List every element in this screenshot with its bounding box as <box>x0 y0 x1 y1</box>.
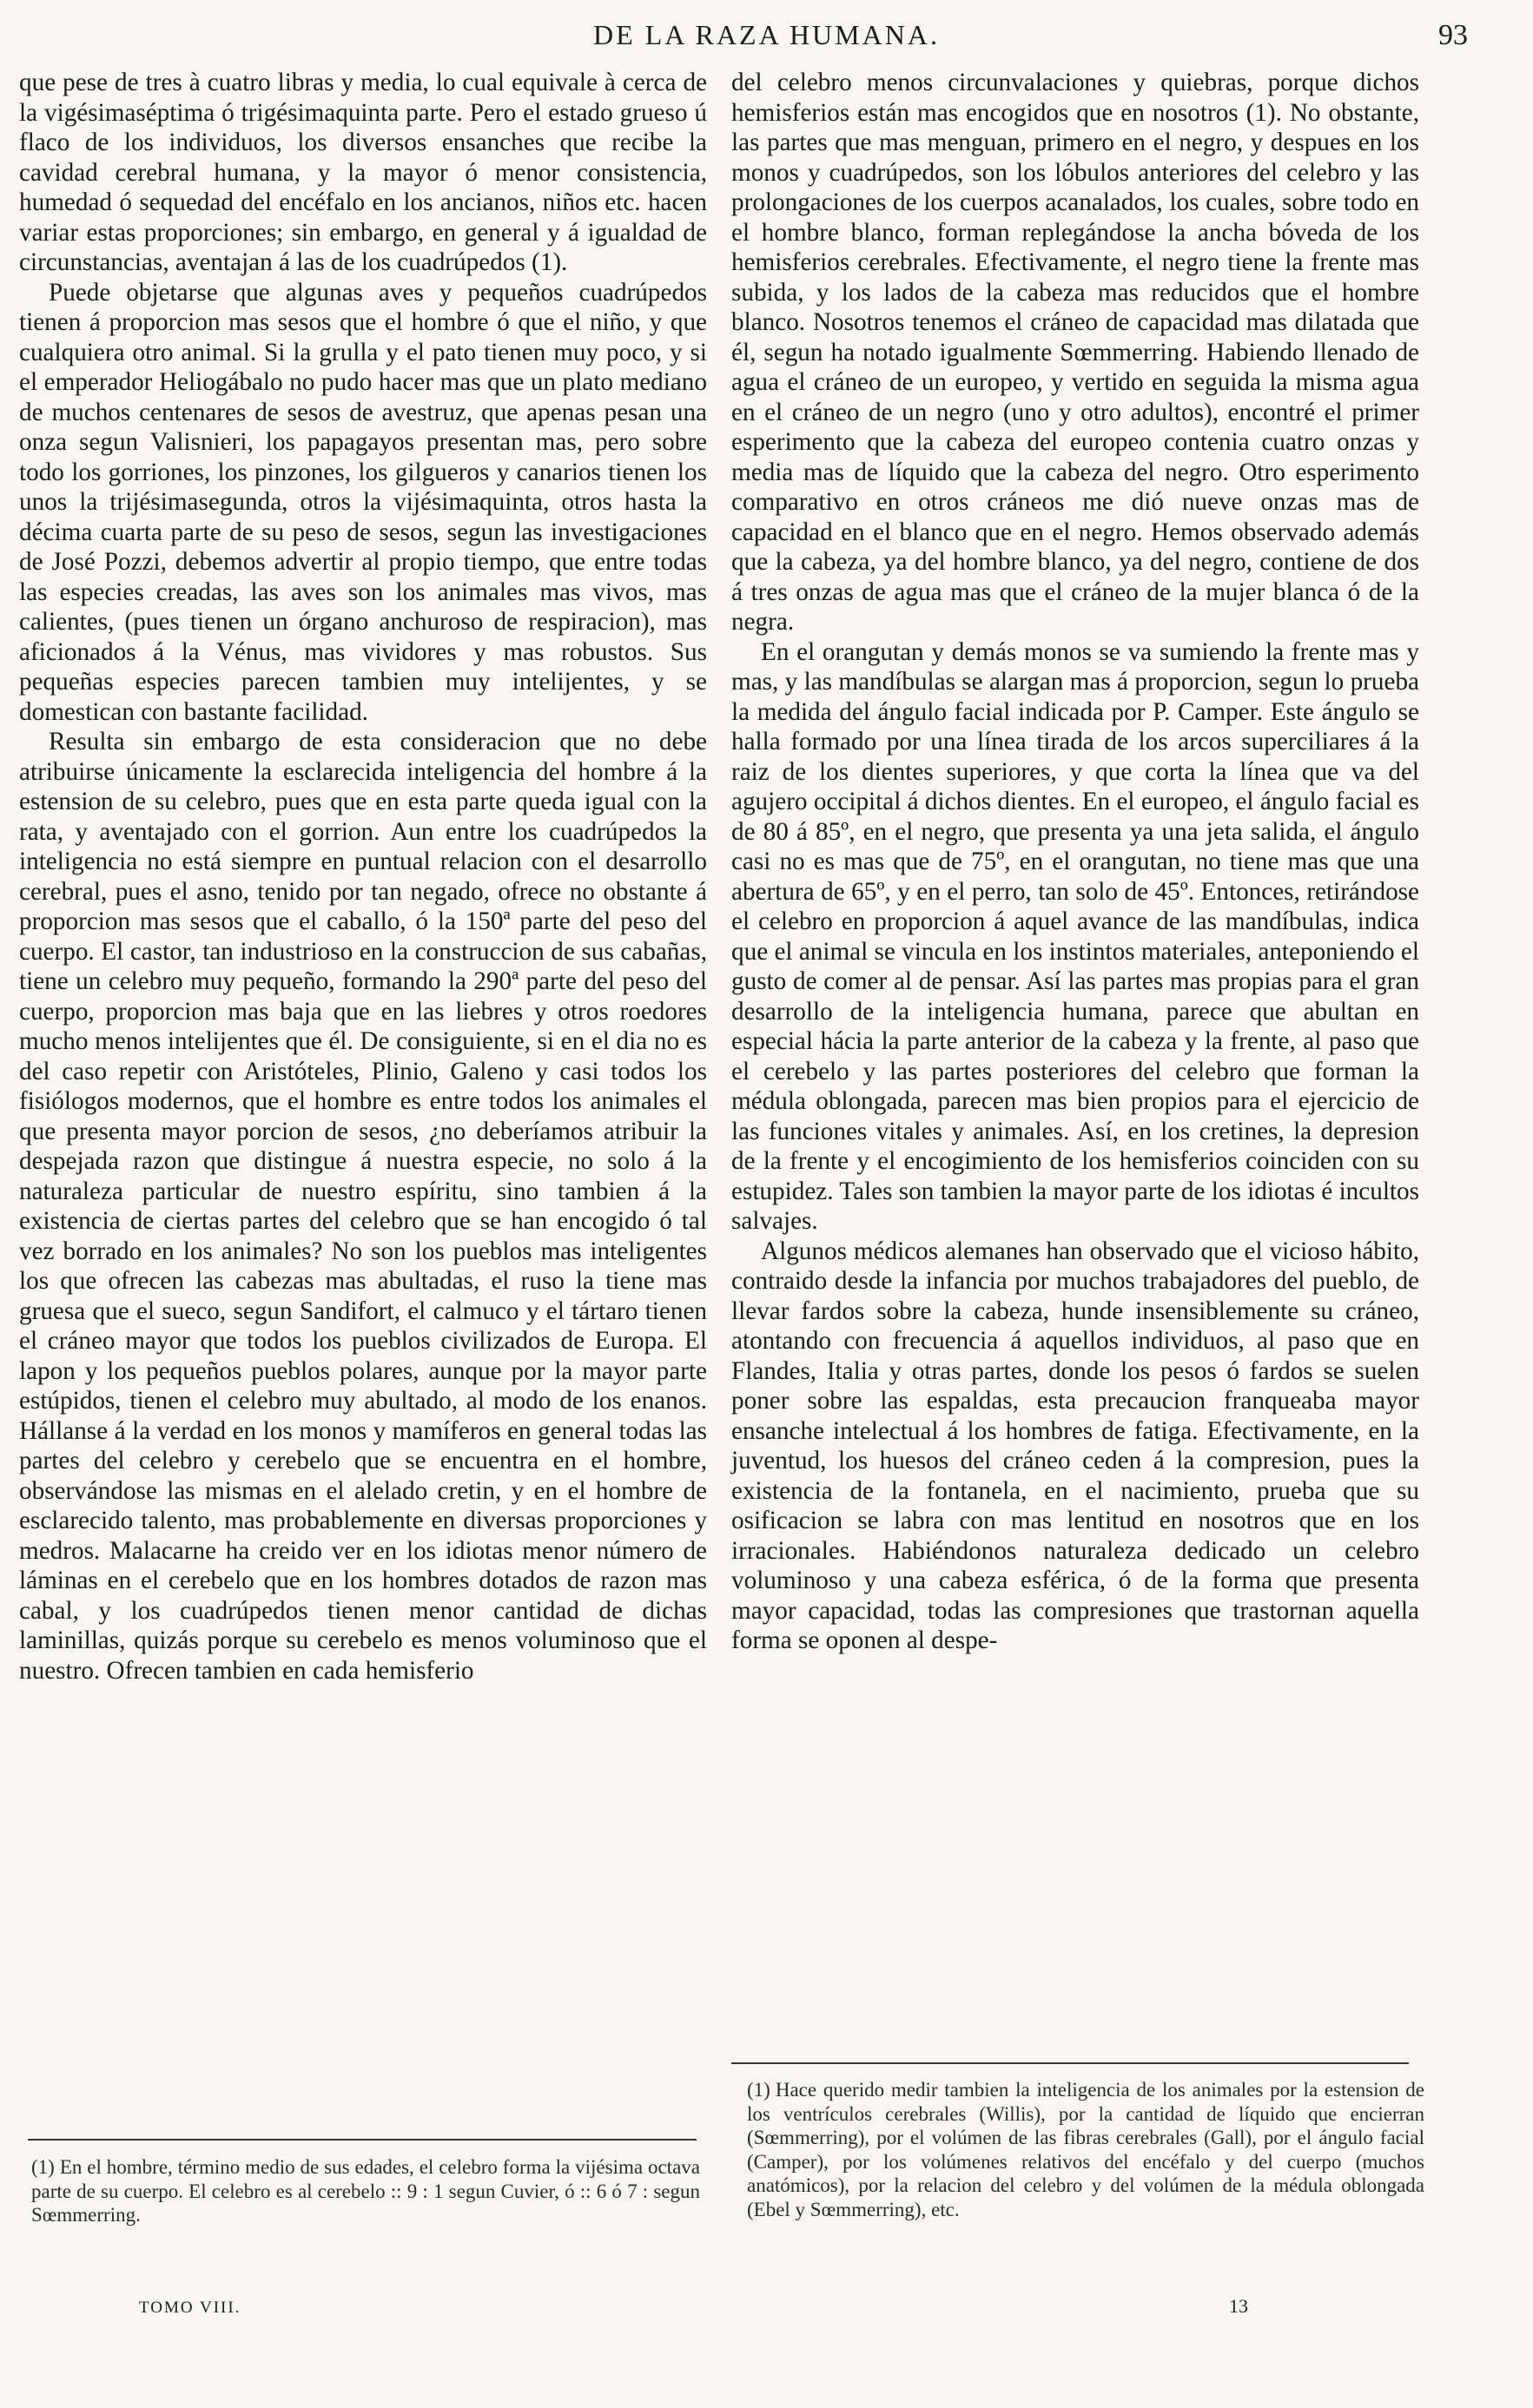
running-head: DE LA RAZA HUMANA. <box>593 19 940 50</box>
paragraph: que pese de tres à cuatro libras y media, lo cual equivale à cerca de la vigésimaséptima ó trigésimaquinta parte. Pero el estado grueso ú flaco de los individuos, los diversos ensanches que recibe la cavidad cerebral humana, y la mayor ó menor consistencia, humedad ó sequedad del encéfalo en los ancianos, niños etc. hacen variar estas proporciones; sin embargo, en general y á igualdad de circunstancias, aventajan á las de los cuadrúpedos (1). <box>19 69 707 276</box>
footnote-divider <box>28 2139 697 2141</box>
footnote-right <box>747 2078 1424 2221</box>
left-column <box>19 68 707 1686</box>
right-column <box>731 68 1419 1656</box>
footnote-text: En el hombre, término medio de sus edades, el celebro forma la vijésima octava parte de su cuerpo. El celebro es al cerebelo :: 9 : 1 segun Cuvier, ó :: 6 ó 7 : segun Sœmmerring. <box>31 2156 700 2226</box>
paragraph: En el orangutan y demás monos se va sumiendo la frente mas y mas, y las mandíbulas se alargan mas á proporcion, segun lo prueba la medida del ángulo facial indicada por P. Camper. Este ángulo se halla formado por una línea tirada de los arcos superciliares á la raiz de los dientes superiores, y que corta la línea que va del agujero occipital á dichos dientes. En el europeo, el ángulo facial es de 80 á 85º, en el negro, que presenta ya una jeta salida, el ángulo casi no es mas que de 75º, en el orangutan, no tiene mas que una abertura de 65º, y en el perro, tan solo de 45º. Entonces, retirándose el celebro en proporcion á aquel avance de las mandíbulas, indica que el animal se vincula en los instintos materiales, anteponiendo el gusto de comer al de pensar. Así las partes mas propias para el gran desarrollo de la inteligencia humana, parece que abultan en especial hácia la parte anterior de la cabeza y la frente, al paso que el cerebelo y las partes posteriores del celebro que forman la médula oblongada, parecen mas bien propios para el ejercicio de las funciones vitales y animales. Así, en los cretines, la depresion de la frente y el encogimiento de los hemisferios coinciden con su estupidez. Tales son tambien la mayor parte de los idiotas é incultos salvajes. <box>731 637 1419 1235</box>
page-number: 93 <box>1438 19 1468 51</box>
paragraph: Puede objetarse que algunas aves y pequeños cuadrúpedos tienen á proporcion mas sesos que el hombre ó que el niño, y que cualquiera otro animal. Si la grulla y el pato tienen muy poco, y si el emperador Heliogábalo no pudo hacer mas que un plato mediano de muchos centenares de sesos de avestruz, que apenas pesan una onza segun Valisnieri, los papagayos presentan mas, pero sobre todo los gorriones, los pinzones, los gilgueros y canarios tienen los unos la trijésimasegunda, otros la vijésimaquinta, otros hasta la décima cuarta parte de su peso de sesos, segun las investigaciones de José Pozzi, debemos advertir al propio tiempo, que entre todas las especies creadas, las aves son los animales mas vivos, mas calientes, (pues tienen un órgano anchuroso de respiracion), mas aficionados á la Vénus, mas vividores y mas robustos. Sus pequeñas especies parecen tambien muy intelijentes, y se domestican con bastante facilidad. <box>19 278 707 726</box>
footnote-divider <box>731 2062 1409 2064</box>
footnote-marker: (1) <box>31 2156 55 2178</box>
paragraph: Algunos médicos alemanes han observado que el vicioso hábito, contraido desde la infancia por muchos trabajadores del pueblo, de llevar fardos sobre la cabeza, hunde insensiblemente su cráneo, atontando con frecuencia á aquellos individuos, al paso que en Flandes, Italia y otras partes, donde los pesos ó fardos se suelen poner sobre las espaldas, esta precaucion franqueaba mayor ensanche intelectual á los hombres de fatiga. Efectivamente, en la juventud, los huesos del cráneo ceden á la compresion, pues la existencia de la fontanela, en el nacimiento, prueba que su osificacion se labra con mas lentitud en nosotros que en los irracionales. Habiéndonos naturaleza dedicado un celebro voluminoso y una cabeza esférica, ó de la forma que presenta mayor capacidad, todas las compresiones que trastornan aquella forma se oponen al despe- <box>731 1237 1419 1654</box>
paragraph: Resulta sin embargo de esta consideracion que no debe atribuirse únicamente la esclarecida inteligencia del hombre á la estension de su celebro, pues que en esta parte queda igual con la rata, y aventajado con el gorrion. Aun entre los cuadrúpedos la inteligencia no está siempre en puntual relacion con el desarrollo cerebral, pues el asno, tenido por tan negado, ofrece no obstante á proporcion mas sesos que el caballo, ó la 150ª parte del peso del cuerpo. El castor, tan industrioso en la construccion de sus cabañas, tiene un celebro muy pequeño, formando la 290ª parte del peso del cuerpo, proporcion mas baja que en las liebres y otros roedores mucho menos intelijentes que él. De consiguiente, si en el dia no es del caso repetir con Aristóteles, Plinio, Galeno y casi todos los fisiólogos modernos, que el hombre es entre todos los animales el que presenta mayor porcion de sesos, ¿no deberíamos atribuir la despejada razon que distingue á nuestra especie, no solo á la naturaleza particular de nuestro espíritu, sino tambien á la existencia de ciertas partes del celebro que se han encogido ó tal vez borrado en los animales? No son los pueblos mas inteligentes los que ofrecen las cabezas mas abultadas, el ruso la tiene mas gruesa que el sueco, segun Sandifort, el calmuco y el tártaro tienen el cráneo mayor que todos los pueblos civilizados de Europa. El lapon y los pequeños pueblos polares, aunque por la mayor parte estúpidos, tienen el celebro muy abultado, al modo de los enanos. Hállanse á la verdad en los monos y mamíferos en general todas las partes del celebro y cerebelo que se encuentra en el hombre, observándose las mismas en el alelado cretin, y en el hombre de esclarecido talento, mas probablemente en diversas proporciones y medros. Malacarne ha creido ver en los idiotas menor número de láminas en el cerebelo que en los hombres dotados de razon mas cabal, y los cuadrúpedos tienen menor cantidad de dichas laminillas, quizás porque su cerebelo es menos voluminoso que el nuestro. Ofrecen tambien en cada hemisferio <box>19 728 707 1685</box>
volume-label: TOMO VIII. <box>139 2299 241 2317</box>
footnote-marker: (1) <box>747 2079 770 2101</box>
paragraph: del celebro menos circunvalaciones y quiebras, porque dichos hemisferios están mas encogidos que en nosotros (1). No obstante, las partes que mas menguan, primero en el negro, y despues en los monos y cuadrúpedos, son los lóbulos anteriores del celebro y las prolongaciones de los cuerpos acanalados, los cuales, sobre todo en el hombre blanco, forman replegándose la ancha bóveda de los hemisferios cerebrales. Efectivamente, el negro tiene la frente mas subida, y los lados de la cabeza mas reducidos que el hombre blanco. Nosotros tenemos el cráneo de capacidad mas dilatada que él, segun ha notado igualmente Sœmmerring. Habiendo llenado de agua el cráneo de un europeo, y vertido en seguida la misma agua en el cráneo de un negro (uno y otro adultos), encontré el primer esperimento que la cabeza del europeo contenia cuatro onzas y media mas de líquido que la cabeza del negro. Otro esperimento comparativo en otros cráneos me dió nueve onzas mas de capacidad en el blanco que en el negro. Hemos observado además que la cabeza, ya del hombre blanco, ya del negro, contiene de dos á tres onzas de agua mas que el cráneo de la mujer blanca ó de la negra. <box>731 69 1419 636</box>
footnote-left <box>31 2155 700 2227</box>
signature-mark: 13 <box>1229 2295 1248 2317</box>
footnote-text: Hace querido medir tambien la inteligencia de los animales por la estension de los ventrículos cerebrales (Willis), por la cantidad de líquido que encierran (Sœmmerring), por el volúmen de las fibras cerebrales (Gall), por el ángulo facial (Camper), por los volúmenes relativos del encéfalo y del cuerpo (muchos anatómicos), por la relacion del celebro y del volúmen de la médula oblongada (Ebel y Sœmmerring), etc. <box>747 2079 1424 2220</box>
